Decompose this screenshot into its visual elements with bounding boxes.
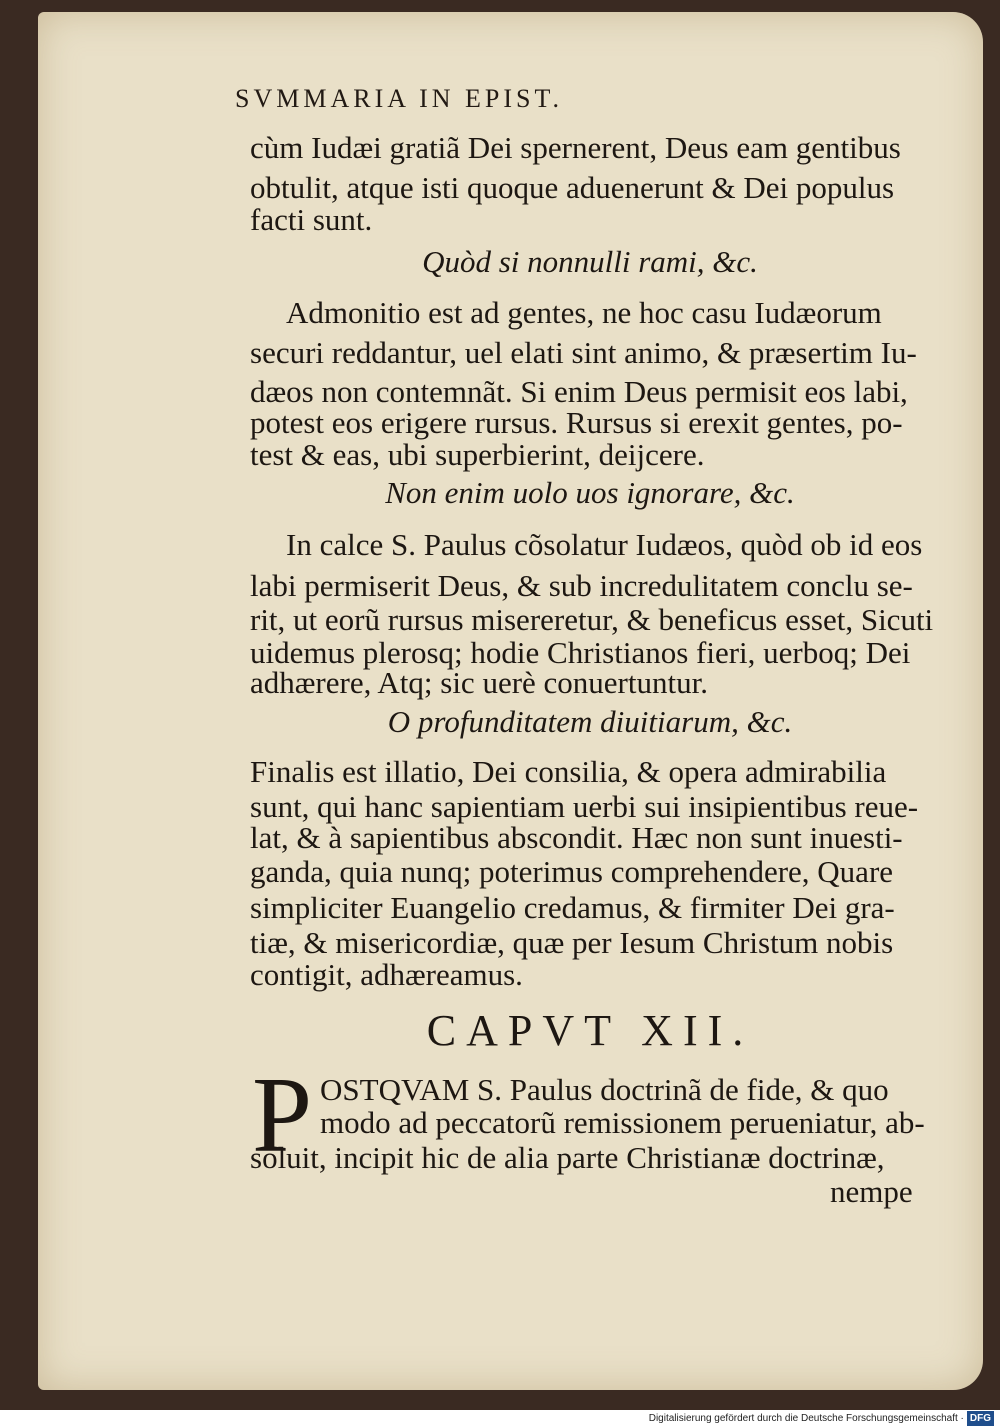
digitization-footer: [600, 1411, 1000, 1426]
text-line: lat, & à sapientibus abscondit. Hæc non sunt inuesti-: [250, 820, 903, 855]
text-line: OSTQVAM S. Paulus doctrinã de fide, & quo: [320, 1072, 889, 1107]
text-line: soluit, incipit hic de alia parte Christianæ doctrinæ,: [250, 1140, 885, 1175]
dfg-logo: DFG: [967, 1411, 994, 1426]
running-header: [235, 84, 855, 114]
text-line: labi permiserit Deus, & sub incredulitatem conclu se-: [250, 568, 913, 603]
text-line: contigit, adhæreamus.: [250, 957, 523, 992]
text-line: rit, ut eorũ rursus misereretur, & beneficus esset, Sicuti: [250, 602, 934, 637]
text-line: tiæ, & misericordiæ, quæ per Iesum Christum nobis: [250, 925, 894, 960]
text-line: Admonitio est ad gentes, ne hoc casu Iudæorum: [286, 295, 882, 330]
footer-text: Digitalisierung gefördert durch die Deutsche Forschungsgemeinschaft ·: [648, 1413, 964, 1424]
text-line: obtulit, atque isti quoque aduenerunt & Dei populus: [250, 170, 895, 205]
drop-cap: P: [252, 1056, 313, 1175]
text-line: simpliciter Euangelio credamus, & firmiter Dei gra-: [250, 890, 895, 925]
text-line: ganda, quia nunq; poterimus comprehendere, Quare: [250, 854, 894, 889]
text-line: uidemus plerosq; hodie Christianos fieri, uerboq; Dei: [250, 635, 911, 670]
text-line: modo ad peccatorũ remissionem perueniatur, ab-: [320, 1105, 925, 1140]
subheading: Quòd si nonnulli rami, &c.: [422, 244, 758, 279]
catchword: nempe: [830, 1174, 913, 1209]
text-line: dæos non contemnãt. Si enim Deus permisit eos labi,: [250, 374, 908, 409]
text-line: sunt, qui hanc sapientiam uerbi sui insipientibus reue-: [250, 789, 919, 824]
text-line: adhærere, Atq; sic uerè conuertuntur.: [250, 665, 708, 700]
running-title: SVMMARIA IN EPIST.: [235, 84, 563, 113]
text-line: facti sunt.: [250, 202, 373, 237]
text-line: securi reddantur, uel elati sint animo, & præsertim Iu-: [250, 335, 917, 370]
chapter-heading: CAPVT XII.: [426, 1006, 754, 1055]
text-line: In calce S. Paulus cõsolatur Iudæos, quòd ob id eos: [286, 527, 923, 562]
text-line: test & eas, ubi superbierint, deijcere.: [250, 437, 705, 472]
subheading: O profunditatem diuitiarum, &c.: [387, 704, 793, 739]
text-line: cùm Iudæi gratiã Dei spernerent, Deus eam gentibus: [250, 130, 901, 165]
text-line: Finalis est illatio, Dei consilia, & opera admirabilia: [250, 754, 887, 789]
subheading: Non enim uolo uos ignorare, &c.: [385, 475, 795, 510]
text-line: potest eos erigere rursus. Rursus si erexit gentes, po-: [250, 405, 903, 440]
